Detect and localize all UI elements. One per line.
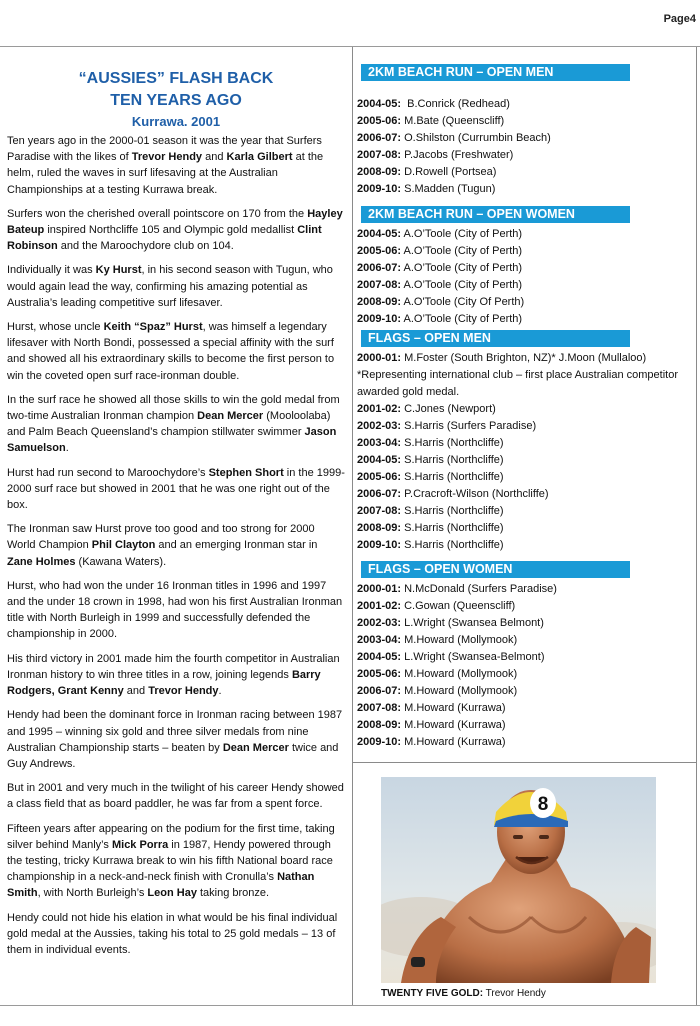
season-label: 2009-10:	[357, 539, 402, 551]
text-run: .	[65, 442, 69, 455]
article-title-line2: TEN YEARS AGO	[110, 92, 242, 109]
page-number: Page4	[663, 13, 696, 25]
text-run: (Kawana Waters).	[75, 555, 167, 568]
text-run: Hurst had run second to Maroochydore’s	[7, 466, 209, 479]
list-item	[357, 113, 695, 130]
results-column	[357, 64, 695, 751]
season-label: 2005-06:	[357, 245, 402, 257]
list-item	[357, 418, 695, 435]
text-run: In the surf race he showed all those skills to win the gold medal from two-time Australian Ironman champion	[7, 393, 340, 423]
winner-text: N.McDonald (Surfers Paradise)	[401, 583, 557, 595]
winner-text: M.Howard (Mollymook)	[401, 668, 518, 680]
list-item	[357, 96, 695, 113]
text-run: Hurst, whose uncle	[7, 321, 104, 334]
season-label: 2008-09:	[357, 166, 402, 178]
text-run: Surfers won the cherished overall pointscore on 170 from the	[7, 207, 308, 220]
winner-text: M.Howard (Kurrawa)	[401, 736, 506, 748]
winner-text: M.Howard (Mollymook)	[401, 685, 518, 697]
bold-name: Trevor Hendy	[148, 685, 219, 698]
season-label: 2007-08:	[357, 279, 402, 291]
list-item	[357, 452, 695, 469]
text-run: , in his second season with Tugun, who would again lead the way, confirming his amazing potential as Australia’s leading competitive surf lifesaver.	[7, 264, 333, 309]
list-item	[357, 649, 695, 666]
winner-text: A.O’Toole (City of Perth)	[401, 279, 523, 291]
winner-text: S.Harris (Northcliffe)	[401, 505, 504, 517]
results-list	[357, 226, 695, 328]
article-paragraph	[7, 780, 345, 812]
season-label: 2006-07:	[357, 262, 402, 274]
season-label: 2000-01:	[357, 352, 402, 364]
article-subtitle: Kurrawa. 2001	[131, 114, 221, 129]
season-label: 2005-06:	[357, 471, 402, 483]
winner-text: S.Harris (Surfers Paradise)	[401, 420, 537, 432]
article-paragraph	[7, 651, 345, 700]
season-label: 2003-04:	[357, 634, 402, 646]
column-divider	[352, 47, 353, 1005]
list-item	[357, 435, 695, 452]
text-run: and	[123, 685, 149, 698]
list-item	[357, 350, 695, 401]
text-run: taking bronze.	[196, 887, 270, 900]
section-heading: 2KM BEACH RUN – OPEN WOMEN	[361, 206, 630, 223]
season-label: 2009-10:	[357, 736, 402, 748]
bold-name: Ky Hurst	[95, 264, 142, 277]
text-run: inspired Northcliffe 105 and Olympic gold medallist	[44, 224, 298, 237]
list-item	[357, 226, 695, 243]
list-item	[357, 311, 695, 328]
text-run: and	[202, 151, 227, 164]
text-run: Individually it was	[7, 264, 96, 277]
article-paragraph	[7, 578, 345, 643]
season-label: 2002-03:	[357, 420, 402, 432]
article-paragraph	[7, 465, 345, 514]
bold-name: Trevor Hendy	[131, 151, 203, 164]
winner-text: S.Harris (Northcliffe)	[401, 539, 504, 551]
top-rule	[0, 46, 700, 47]
winner-text: A.O’Toole (City of Perth)	[401, 245, 523, 257]
list-item	[357, 581, 695, 598]
section-heading: FLAGS – OPEN MEN	[361, 330, 630, 347]
list-item	[357, 520, 695, 537]
article-paragraph	[7, 133, 345, 198]
list-item	[357, 615, 695, 632]
article-title-line1: “AUSSIES” FLASH BACK	[78, 70, 274, 87]
winner-text: P.Cracroft-Wilson (Northcliffe)	[401, 488, 549, 500]
article-column	[7, 68, 345, 966]
list-item	[357, 401, 695, 418]
winner-text: B.Conrick (Redhead)	[401, 98, 510, 110]
winner-text: M.Howard (Kurrawa)	[401, 719, 506, 731]
text-run: Ten years ago in the 2000-01 season it was the year that Surfers Paradise with the likes of	[7, 135, 322, 164]
season-label: 2001-02:	[357, 600, 402, 612]
season-label: 2004-05:	[357, 651, 402, 663]
winner-text: P.Jacobs (Freshwater)	[401, 149, 514, 161]
bold-name: Dean Mercer	[197, 410, 264, 423]
bold-name: Stephen Short	[208, 466, 284, 479]
text-run: and the Maroochydore club on 104.	[57, 240, 234, 253]
text-run: The Ironman saw Hurst prove too good and too strong for 2000 World Champion	[7, 523, 315, 552]
season-label: 2009-10:	[357, 313, 402, 325]
article-paragraph	[7, 392, 345, 457]
list-item	[357, 243, 695, 260]
trevor-hendy-photo	[381, 777, 656, 983]
list-item	[357, 717, 695, 734]
season-label: 2002-03:	[357, 617, 402, 629]
bold-name: Phil Clayton	[91, 539, 156, 552]
season-label: 2006-07:	[357, 685, 402, 697]
winner-text: A.O’Toole (City of Perth)	[401, 313, 523, 325]
text-run: at the helm, ruled the waves in surf lifesaving at the Australian Championships at a testing Kurrawa break.	[7, 151, 324, 196]
article-paragraph	[7, 206, 345, 255]
list-item	[357, 147, 695, 164]
article-body	[7, 133, 345, 958]
winner-text: S.Harris (Northcliffe)	[401, 437, 504, 449]
bold-name: Nathan Smith	[7, 871, 315, 900]
winner-text: O.Shilston (Currumbin Beach)	[401, 132, 551, 144]
season-label: 2007-08:	[357, 149, 402, 161]
text-run: in the 1999-2000 surf race but showed in 2001 that he was one right out of the box.	[7, 466, 345, 512]
bold-name: Karla Gilbert	[226, 151, 293, 164]
winner-text: M.Bate (Queenscliff)	[401, 115, 505, 127]
text-run: , was himself a legendary lifesaver with North Bondi, possessed a special affinity with the surf and showed all his extraordinary skills to become the first person to win the coveted open surf race-ironman double.	[7, 321, 335, 382]
season-label: 2009-10:	[357, 183, 402, 195]
list-item	[357, 683, 695, 700]
bold-name: Clint Robinson	[7, 224, 322, 253]
text-run: (Mooloolaba) and Palm Beach Queensland’s champion stillwater swimmer	[7, 410, 331, 439]
text-run: Hurst, who had won the under 16 Ironman titles in 1996 and 1997 and the under 18 crown in 1998, had won his first Australian Ironman title with North Burleigh in 1999 and successfully defended the championship in 2000.	[7, 579, 343, 641]
results-list	[357, 581, 695, 751]
article-paragraph	[7, 910, 345, 959]
list-item	[357, 469, 695, 486]
list-item	[357, 277, 695, 294]
results-list	[357, 350, 695, 554]
section-heading: 2KM BEACH RUN – OPEN MEN	[361, 64, 630, 81]
article-paragraph	[7, 262, 345, 311]
season-label: 2007-08:	[357, 702, 402, 714]
list-item	[357, 598, 695, 615]
season-label: 2008-09:	[357, 296, 402, 308]
list-item	[357, 130, 695, 147]
season-label: 2000-01:	[357, 583, 402, 595]
list-item	[357, 734, 695, 751]
list-item	[357, 486, 695, 503]
winner-text: S.Madden (Tugun)	[401, 183, 496, 195]
winner-text: M.Howard (Kurrawa)	[401, 702, 506, 714]
winner-text: A.O’Toole (City of Perth)	[401, 228, 523, 240]
season-label: 2004-05:	[357, 228, 402, 240]
text-run: His third victory in 2001 made him the fourth competitor in Australian Ironman history to win three titles in a row, joining legends	[7, 652, 340, 681]
photo-illustration	[381, 777, 656, 983]
text-run: Hendy could not hide his elation in what would be his final individual gold medal at the Aussies, taking his total to 25 gold medals – 13 of them in individual events.	[7, 911, 338, 956]
text-run: Hendy had been the dominant force in Ironman racing between 1987 and 1995 – winning six gold and three silver medals from nine Australian Championship starts – beaten by	[7, 709, 343, 754]
list-item	[357, 666, 695, 683]
right-border	[696, 47, 697, 1005]
season-label: 2008-09:	[357, 522, 402, 534]
season-label: 2008-09:	[357, 719, 402, 731]
bottom-rule	[0, 1005, 700, 1006]
article-paragraph	[7, 821, 345, 902]
list-item	[357, 537, 695, 554]
bold-name: Jason Samuelson	[7, 426, 337, 455]
winner-text: M.Foster (South Brighton, NZ)* J.Moon (Mullaloo) *Representing international club – first place Australian competitor awarded gold medal.	[357, 352, 682, 398]
list-item	[357, 164, 695, 181]
winner-text: C.Gowan (Queenscliff)	[401, 600, 516, 612]
list-item	[357, 700, 695, 717]
results-list	[357, 96, 695, 198]
bold-name: Leon Hay	[147, 887, 197, 900]
photo-caption	[381, 987, 546, 1001]
article-paragraph	[7, 521, 345, 570]
winner-text: S.Harris (Northcliffe)	[401, 471, 504, 483]
article-paragraph	[7, 319, 345, 384]
season-label: 2007-08:	[357, 505, 402, 517]
season-label: 2006-07:	[357, 132, 402, 144]
list-item	[357, 632, 695, 649]
section-heading: FLAGS – OPEN WOMEN	[361, 561, 630, 578]
text-run: .	[218, 685, 222, 698]
list-item	[357, 503, 695, 520]
text-run: twice and Guy Andrews.	[7, 741, 339, 770]
season-label: 2004-05:	[357, 454, 402, 466]
bold-name: Dean Mercer	[222, 741, 289, 754]
season-label: 2001-02:	[357, 403, 402, 415]
list-item	[357, 181, 695, 198]
season-label: 2005-06:	[357, 115, 402, 127]
text-run: in 1987, Hendy powered through the testing, tricky Kurrawa break to win his fifth National board race championship in a neck-and-neck finish with Cronulla’s	[7, 838, 333, 884]
season-label: 2004-05:	[357, 98, 402, 110]
winner-text: D.Rowell (Portsea)	[401, 166, 497, 178]
winner-text: M.Howard (Mollymook)	[401, 634, 518, 646]
text-run: and an emerging Ironman star in	[155, 539, 318, 552]
caption-bold: TWENTY FIVE GOLD:	[381, 988, 484, 999]
season-label: 2005-06:	[357, 668, 402, 680]
season-label: 2003-04:	[357, 437, 402, 449]
photo-divider	[353, 762, 696, 763]
caption-text: Trevor Hendy	[483, 988, 546, 999]
bold-name: Zane Holmes	[7, 555, 76, 568]
text-run: But in 2001 and very much in the twilight of his career Hendy showed a class field that as board paddler, he was far from a spent force.	[7, 782, 344, 811]
winner-text: L.Wright (Swansea-Belmont)	[401, 651, 545, 663]
season-label: 2006-07:	[357, 488, 402, 500]
winner-text: S.Harris (Northcliffe)	[401, 454, 504, 466]
article-paragraph	[7, 707, 345, 772]
bold-name: Hayley Bateup	[7, 207, 343, 237]
bold-name: Mick Porra	[111, 838, 169, 851]
text-run: , with North Burleigh’s	[37, 887, 148, 900]
cap-number: 8	[537, 794, 549, 815]
bold-name: Barry Rodgers, Grant Kenny	[7, 668, 321, 698]
list-item	[357, 260, 695, 277]
winner-text: A.O’Toole (City of Perth)	[401, 262, 523, 274]
bold-name: Keith “Spaz” Hurst	[103, 321, 203, 334]
winner-text: S.Harris (Northcliffe)	[401, 522, 504, 534]
text-run: Fifteen years after appearing on the podium for the first time, taking silver behind Manly’s	[7, 822, 335, 851]
list-item	[357, 294, 695, 311]
winner-text: C.Jones (Newport)	[401, 403, 496, 415]
winner-text: A.O'Toole (City Of Perth)	[401, 296, 525, 308]
winner-text: L.Wright (Swansea Belmont)	[401, 617, 544, 629]
